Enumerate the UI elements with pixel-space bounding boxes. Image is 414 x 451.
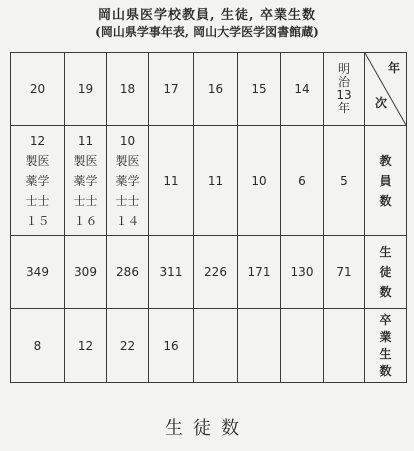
teachers-text: 製医 [25, 153, 50, 168]
row-label-teachers [365, 126, 407, 236]
teachers-text: 士士 [73, 193, 98, 208]
students-cell: 311 [149, 236, 194, 309]
teachers-cell: 11 [149, 126, 194, 236]
teachers-cell [107, 126, 149, 236]
year-cell-meiji-13 [324, 53, 365, 126]
students-cell: 171 [238, 236, 281, 309]
teachers-cell [11, 126, 65, 236]
teachers-text: １４ [115, 213, 140, 228]
teachers-text: 士士 [115, 193, 140, 208]
teachers-text: １６ [73, 213, 98, 228]
graduates-cell: 16 [149, 309, 194, 383]
corner-label-nen: 年 [387, 61, 400, 75]
graduates-cell-empty [324, 309, 365, 383]
label-char: 教 [379, 153, 392, 168]
teachers-text: 薬学 [25, 173, 50, 188]
teachers-count: 12 [29, 133, 46, 148]
year-cell: 17 [149, 53, 194, 126]
header-corner-cell [365, 53, 407, 126]
source-note: (岡山県学事年表, 岡山大学医学図書館蔵) [95, 25, 319, 39]
row-label-graduates [365, 309, 407, 383]
label-char: 数 [379, 285, 392, 299]
teachers-cell: 6 [281, 126, 324, 236]
students-row [11, 236, 407, 309]
label-char: 数 [379, 363, 392, 378]
teachers-row [11, 126, 407, 236]
graduates-cell-empty [238, 309, 281, 383]
graduates-cell-empty [194, 309, 238, 383]
year-cell: 14 [281, 53, 324, 126]
figure-caption: 生徒数 [165, 418, 249, 439]
year-cell: 15 [238, 53, 281, 126]
teachers-text: 製医 [73, 153, 98, 168]
corner-label-ji: 次 [375, 96, 388, 110]
label-char: 業 [379, 329, 392, 344]
teachers-text: 製医 [115, 153, 140, 168]
students-cell: 130 [281, 236, 324, 309]
graduates-row [11, 309, 407, 383]
teachers-count: 11 [77, 133, 94, 148]
teachers-text: 薬学 [115, 173, 140, 188]
label-char: 数 [379, 193, 392, 208]
teachers-cell [65, 126, 107, 236]
row-label-students [365, 236, 407, 309]
document-title: 岡山県医学校教員, 生徒, 卒業生数 [97, 8, 317, 23]
meiji-char: 13 [336, 88, 352, 102]
meiji-char: 明 [337, 62, 350, 76]
teachers-text: 士士 [25, 193, 50, 208]
label-char: 卒 [379, 312, 392, 327]
students-cell: 309 [65, 236, 107, 309]
year-row [11, 53, 407, 126]
year-cell: 16 [194, 53, 238, 126]
graduates-cell: 22 [107, 309, 149, 383]
year-cell: 20 [11, 53, 65, 126]
teachers-cell: 10 [238, 126, 281, 236]
enrollment-table [10, 52, 407, 383]
label-char: 生 [379, 346, 392, 361]
graduates-cell-empty [281, 309, 324, 383]
year-cell: 19 [65, 53, 107, 126]
label-char: 生 [379, 245, 392, 259]
teachers-text: １５ [25, 213, 50, 228]
graduates-cell: 8 [11, 309, 65, 383]
teachers-cell: 5 [324, 126, 365, 236]
teachers-count: 10 [119, 133, 136, 148]
label-char: 徒 [379, 265, 392, 279]
teachers-text: 薬学 [73, 173, 98, 188]
meiji-char: 治 [337, 75, 350, 89]
year-cell: 18 [107, 53, 149, 126]
students-cell: 349 [11, 236, 65, 309]
graduates-cell: 12 [65, 309, 107, 383]
students-cell: 71 [324, 236, 365, 309]
label-char: 員 [379, 173, 392, 188]
students-cell: 286 [107, 236, 149, 309]
teachers-cell: 11 [194, 126, 238, 236]
students-cell: 226 [194, 236, 238, 309]
meiji-char: 年 [337, 101, 350, 115]
